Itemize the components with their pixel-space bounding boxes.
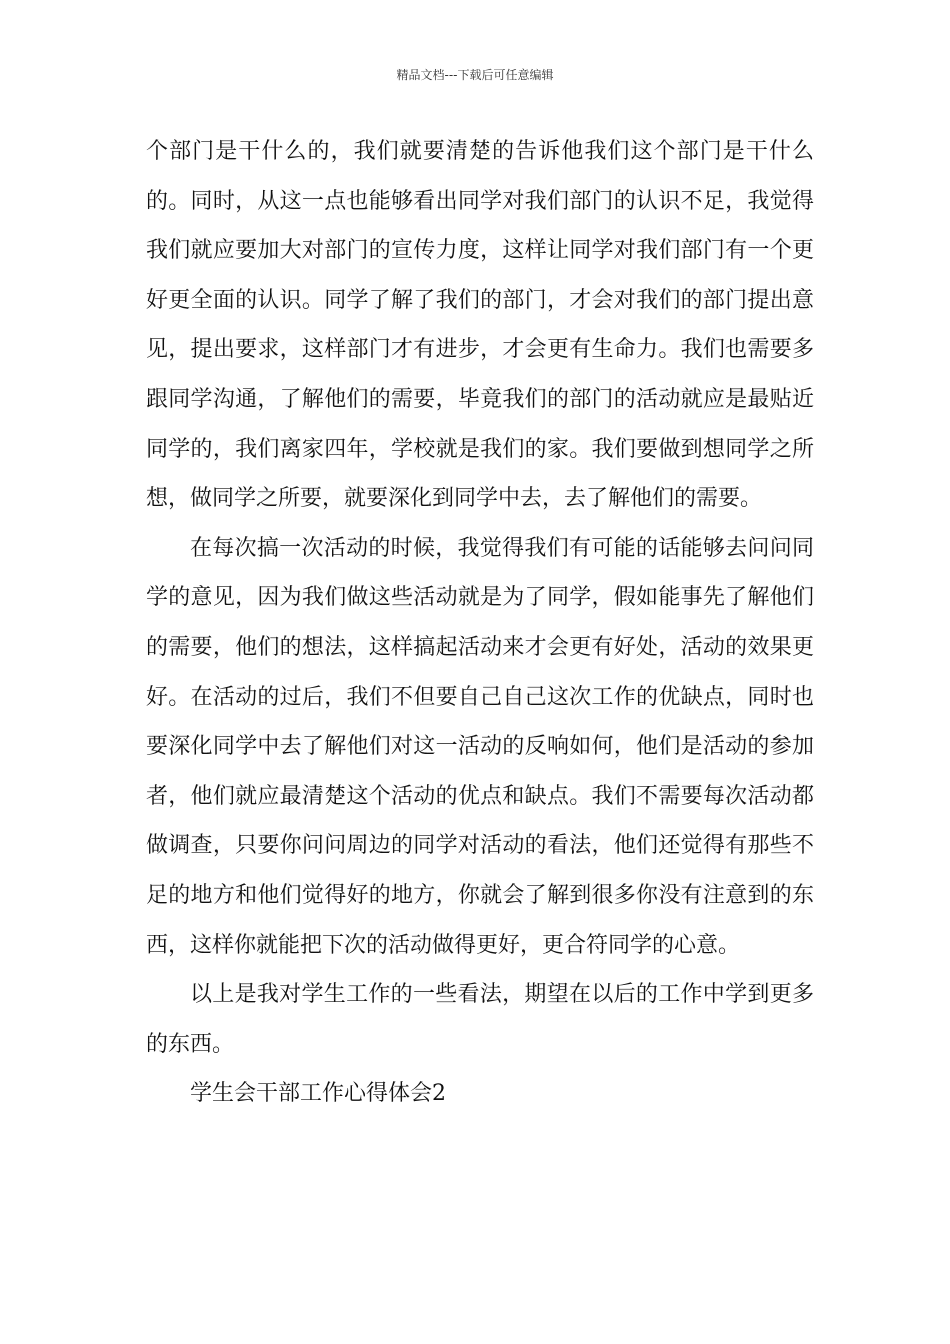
section-heading: 学生会干部工作心得体会2 — [190, 1081, 446, 1107]
paragraph-3: 以上是我对学生工作的一些看法，期望在以后的工作中学到更多的东西。 — [146, 982, 814, 1057]
paragraph-2: 在每次搞一次活动的时候，我觉得我们有可能的话能够去问问同学的意见，因为我们做这些活动就是为了同学，假如能事先了解他们的需要，他们的想法，这样搞起活动来才会更有好处，活动的效果更好。在活动的过后，我们不但要自己自己这次工作的优缺点，同时也要深化同学中去了解他们对这一活动的反响如何，他们是活动的参加者，他们就应最清楚这个活动的优点和缺点。我们不需要每次活动都做调查，只要你问问周边的同学对活动的看法，他们还觉得有那些不足的地方和他们觉得好的地方，你就会了解到很多你没有注意到的东西，这样你就能把下次的活动做得更好，更合符同学的心意。 — [146, 535, 814, 958]
paragraph-1: 个部门是干什么的，我们就要清楚的告诉他我们这个部门是干什么的。同时，从这一点也能够看出同学对我们部门的认识不足，我觉得我们就应要加大对部门的宣传力度，这样让同学对我们部门有一个更好更全面的认识。同学了解了我们的部门，才会对我们的部门提出意见，提出要求，这样部门才有进步，才会更有生命力。我们也需要多跟同学沟通，了解他们的需要，毕竟我们的部门的活动就应是最贴近同学的，我们离家四年，学校就是我们的家。我们要做到想同学之所想，做同学之所要，就要深化到同学中去，去了解他们的需要。 — [146, 139, 814, 512]
document-body — [146, 127, 814, 1119]
page-header: 精品文档---下载后可任意编辑 — [396, 68, 554, 82]
